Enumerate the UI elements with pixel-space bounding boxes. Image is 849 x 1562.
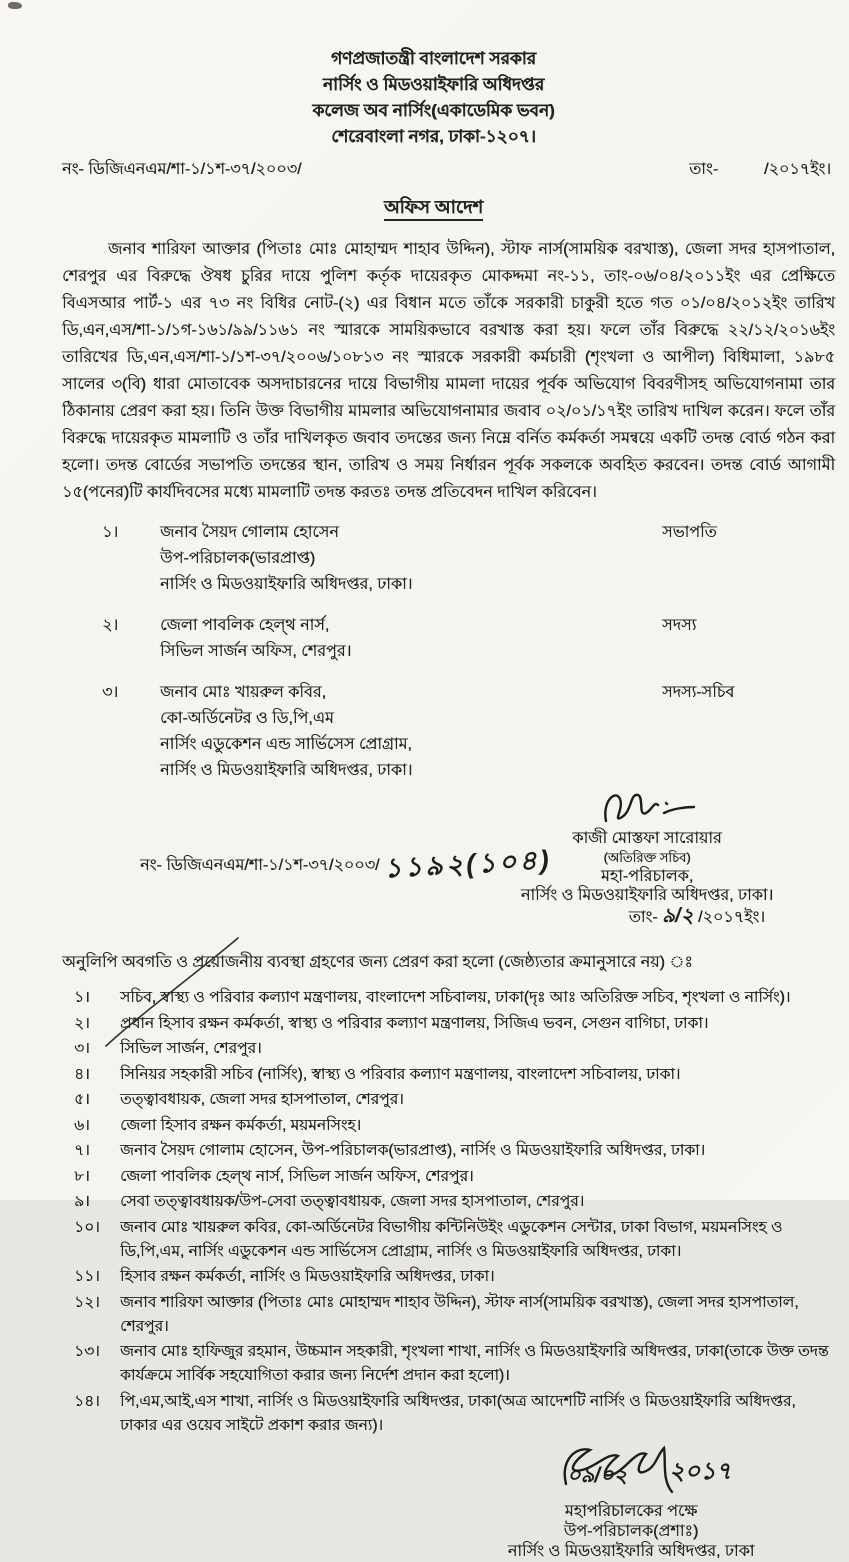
member-office: নার্সিং ও মিডওয়াইফারি অধিদপ্তর, ঢাকা। (160, 576, 413, 593)
signature-scribble (477, 783, 817, 829)
item-text: পি,এম,আই,এস শাখা, নার্সিং ও মিডওয়াইফারি অধিদপ্তর, ঢাকা(অত্র আদেশটি নার্সিং ও মিডওয়াইফারি অধিদপ্তর, ঢাকার এর ওয়েব সাইটে প্রকাশ করার জন্য)। (120, 1392, 796, 1434)
member-office: নার্সিং ও মিডওয়াইফারি অধিদপ্তর, ঢাকা। (160, 762, 413, 779)
distribution-list (62, 986, 835, 1438)
item-text: সেবা তত্ত্বাবধায়ক/উপ-সেবা তত্ত্বাবধায়ক, জেলা সদর হাসপাতাল, শেরপুর। (120, 1193, 585, 1210)
member-serial: ৩। (102, 684, 119, 701)
member-designation: উপ-পরিচালক(ভারপ্রাপ্ত) (160, 550, 316, 567)
handwritten-date: ০৯/০২ (567, 1463, 628, 1487)
government-name: গণপ্রজাতন্ত্রী বাংলাদেশ সরকার (330, 49, 536, 68)
distribution-item (62, 1063, 835, 1087)
copy-note: অনুলিপি অবগতি ও প্রয়োজনীয় ব্যবস্থা গ্রহণের জন্য প্রেরণ করা হলো (জেষ্ঠ্যতার ক্রমানুসারে নয়) ঃ (62, 954, 693, 971)
scan-artifact (8, 2, 22, 9)
item-text: তত্ত্বাবধায়ক, জেলা সদর হাসপাতাল, শেরপুর। (120, 1091, 404, 1108)
board-member-row (62, 520, 835, 598)
signatory-name: কাজী মোস্তফা সারোয়ার (572, 830, 722, 847)
distribution-item (62, 1012, 835, 1036)
handwritten-date: ৯/২ (662, 905, 694, 927)
office-address: শেরেবাংলা নগর, ঢাকা-১২০৭। (331, 127, 536, 146)
letterhead (62, 46, 805, 150)
member-name: জনাব মোঃ খায়রুল কবির, (160, 684, 326, 701)
signatory-org: নার্সিং ও মিডওয়াইফারি অধিদপ্তর, ঢাকা। (520, 887, 774, 904)
item-serial: ৩। (74, 1040, 90, 1057)
member-role: সভাপতি (662, 524, 717, 541)
item-text: জেলা হিসাব রক্ষন কর্মকর্তা, ময়মনসিংহ। (120, 1116, 362, 1134)
distribution-item (62, 1114, 835, 1138)
member-office: সিভিল সার্জন অফিস, শেরপুর। (160, 643, 352, 660)
board-member-row (62, 613, 835, 665)
footer-signature-block (451, 1440, 811, 1562)
date-year: /২০১৭ইং। (764, 161, 831, 178)
distribution-item (62, 1291, 835, 1339)
distribution-item (62, 1190, 835, 1214)
member-designation: কো-অর্ডিনেটর ও ডি,পি,এম (160, 710, 334, 727)
distribution-item (62, 986, 835, 1010)
member-program: নার্সিং এডুকেশন এন্ড সার্ভিসেস প্রোগ্রাম, (160, 736, 412, 753)
member-name: জনাব সৈয়দ গোলাম হোসেন (160, 524, 339, 541)
footer-signatory-post: উপ-পরিচালক(প্রশাঃ) (563, 1522, 699, 1540)
item-serial: ৭। (74, 1142, 90, 1159)
office-order-title: অফিস আদেশ (384, 197, 483, 221)
item-serial: ১৩। (74, 1343, 100, 1360)
footer-signature-scribble (451, 1440, 811, 1502)
date-year: /২০১৭ইং। (698, 909, 765, 926)
item-serial: ১০। (74, 1218, 100, 1236)
signatory-post: মহা-পরিচালক, (600, 868, 694, 885)
signature-ink-icon (592, 783, 702, 829)
date-label: তাং- (628, 909, 658, 926)
signature-date-line (477, 907, 817, 927)
office-order-title-wrap (62, 193, 805, 224)
item-text: জেলা পাবলিক হেল্থ নার্স, সিভিল সার্জন অফিস, শেরপুর। (120, 1167, 474, 1185)
item-text: জনাব সৈয়দ গোলাম হোসেন, উপ-পরিচালক(ভারপ্রাপ্ত), নার্সিং ও মিডওয়াইফারি অধিদপ্তর, ঢাকা। (120, 1142, 706, 1159)
reference-row (62, 156, 835, 183)
item-serial: ৫। (74, 1091, 90, 1108)
date-label: তাং- (689, 161, 719, 178)
item-serial: ৬। (74, 1116, 90, 1134)
memo-number: নং- ডিজিএনএম/শা-১/১শ-৩৭/২০০৩/ (140, 857, 380, 874)
distribution-item (62, 1216, 835, 1264)
member-serial: ১। (102, 524, 119, 541)
item-serial: ১৪। (74, 1392, 100, 1410)
office-name: কলেজ অব নার্সিং(একাডেমিক ভবন) (312, 101, 555, 120)
item-text: সিভিল সার্জন, শেরপুর। (120, 1040, 262, 1057)
board-member-row (62, 680, 835, 784)
item-serial: ২। (74, 1014, 90, 1032)
item-text: জনাব মোঃ হাফিজুর রহমান, উচ্চমান সহকারী, শৃংখলা শাখা, নার্সিং ও মিডওয়াইফারি অধিদপ্তর, ঢাকা(তাকে উক্ত তদন্ত কার্যক্রমে সার্বিক সহযোগিতা করার জন্য নির্দেশ প্রদান করা হলো)। (120, 1343, 829, 1384)
item-text: সিনিয়র সহকারী সচিব (নার্সিং), স্বাস্থ্য ও পরিবার কল্যাণ মন্ত্রণালয়, বাংলাদেশ সচিবালয়, ঢাকা। (120, 1065, 681, 1083)
footer-signatory-org: নার্সিং ও মিডওয়াইফারি অধিদপ্তর, ঢাকা (507, 1542, 755, 1560)
item-serial: ১২। (74, 1293, 100, 1311)
directorate-name: নার্সিং ও মিডওয়াইফারি অধিদপ্তর (322, 75, 545, 94)
item-text: জনাব মোঃ খায়রুল কবির, কো-অর্ডিনেটর বিভাগীয় কন্টিনিউইং এডুকেশন সেন্টার, ঢাকা বিভাগ, ময়মনসিংহ ও ডি,পি,এম, নার্সিং এডুকেশন এন্ড সার্ভিসেস প্রোগ্রাম, নার্সিং ও মিডওয়াইফারি অধিদপ্তর, ঢাকা। (120, 1218, 783, 1260)
dispatch-reference-row (140, 841, 552, 886)
item-text: জনাব শারিফা আক্তার (পিতাঃ মোঃ মোহাম্মদ শাহাব উদ্দিন), স্টাফ নার্স(সাময়িক বরখাস্ত), জেলা সদর হাসপাতাল, শেরপুর। (120, 1293, 799, 1335)
member-name: জেলা পাবলিক হেল্থ নার্স, (160, 617, 330, 634)
memo-number: নং- ডিজিএনএম/শা-১/১শ-৩৭/২০০৩/ (62, 161, 302, 178)
item-text: হিসাব রক্ষন কর্মকর্তা, নার্সিং ও মিডওয়াইফারি অধিদপ্তর, ঢাকা। (120, 1268, 495, 1285)
handwritten-year: ২০১৭ (669, 1457, 732, 1485)
member-serial: ২। (102, 617, 119, 634)
distribution-item (62, 1037, 835, 1061)
inquiry-board-list (62, 520, 835, 784)
handwritten-dispatch-number: ১১৯২(১০৪) (383, 844, 553, 884)
distribution-item (62, 1265, 835, 1289)
body-paragraph: জনাব শারিফা আক্তার (পিতাঃ মোঃ মোহাম্মদ শাহাব উদ্দিন), স্টাফ নার্স(সাময়িক বরখাস্ত), জেলা সদর হাসপাতাল, শেরপুর এর বিরুদ্ধে ঔষধ চুরির দায়ে পুলিশ কর্তৃক দায়েরকৃত মোকদ্দমা নং-১১, তাং-০৬/০৪/২০১১ইং এর প্রেক্ষিতে বিএসআর পার্ট-১ এর ৭৩ নং বিধির নোট-(২) এর বিধান মতে তাঁকে সরকারী চাকুরী হতে গত ০১/০৪/২০১২ইং তারিখ ডি,এন,এস/শা-১/১গ-১৬১/৯৯/১১৬১ নং স্মারকে সাময়িকভাবে বরখাস্ত করা হয়। ফলে তাঁর বিরুদ্ধে ২২/১২/২০১৬ইং তারিখের ডি,এন,এস/শা-১/১শ-৩৭/২০০৬/১০৮১৩ নং স্মারকে সরকারী কর্মচারী (শৃংখলা ও আপীল) বিধিমালা, ১৯৮৫ সালের ৩(বি) ধারা মোতাবেক অসদাচারনের দায়ে বিভাগীয় মামলা দায়ের পূর্বক অভিযোগ বিবরণীসহ অভিযোগনামা তার ঠিকানায় প্রেরণ করা হয়। তিনি উক্ত বিভাগীয় মামলার অভিযোগনামার জবাব ০২/০১/১৭ইং তারিখ দাখিল করেন। ফলে তাঁর বিরুদ্ধে দায়েরকৃত মামলাটি ও তাঁর দাখিলকৃত জবাব তদন্তের জন্য নিম্নে বর্নিত কর্মকর্তা সমন্বয়ে একটি তদন্ত বোর্ড গঠন করা হলো। তদন্ত বোর্ডের সভাপতি তদন্তের স্থান, তারিখ ও সময় নির্ধারন পূর্বক সকলকে অবহিত করবেন। তদন্ত বোর্ড আগামী ১৫(পনের)টি কার্যদিবসের মধ্যে মামলাটি তদন্ত করতঃ তদন্ত প্রতিবেদন দাখিল করিবেন। (62, 241, 835, 501)
for-director-general-line: মহাপরিচালকের পক্ষে (564, 1502, 698, 1520)
item-serial: ৮। (74, 1167, 90, 1185)
distribution-item (62, 1165, 835, 1189)
distribution-item (62, 1139, 835, 1163)
distribution-item (62, 1340, 835, 1388)
signatory-rank: (অতিরিক্ত সচিব) (603, 850, 691, 865)
item-serial: ৪। (74, 1065, 90, 1083)
member-role: সদস্য (662, 617, 697, 634)
item-serial: ১১। (74, 1268, 100, 1285)
distribution-item (62, 1088, 835, 1112)
distribution-item (62, 1390, 835, 1438)
item-serial: ১। (74, 989, 90, 1006)
signature-zone (62, 799, 835, 947)
item-text: প্রধান হিসাব রক্ষন কর্মকর্তা, স্বাস্থ্য ও পরিবার কল্যাণ মন্ত্রণালয়, সিজিএ ভবন, সেগুন বাগিচা, ঢাকা। (120, 1014, 709, 1032)
item-text: সচিব, স্বাস্থ্য ও পরিবার কল্যাণ মন্ত্রণালয়, বাংলাদেশ সচিবালয়, ঢাকা(দৃঃ আঃ অতিরিক্ত সচিব, শৃংখলা ও নার্সিং)। (120, 989, 791, 1006)
member-role: সদস্য-সচিব (662, 684, 735, 701)
item-serial: ৯। (74, 1193, 90, 1210)
